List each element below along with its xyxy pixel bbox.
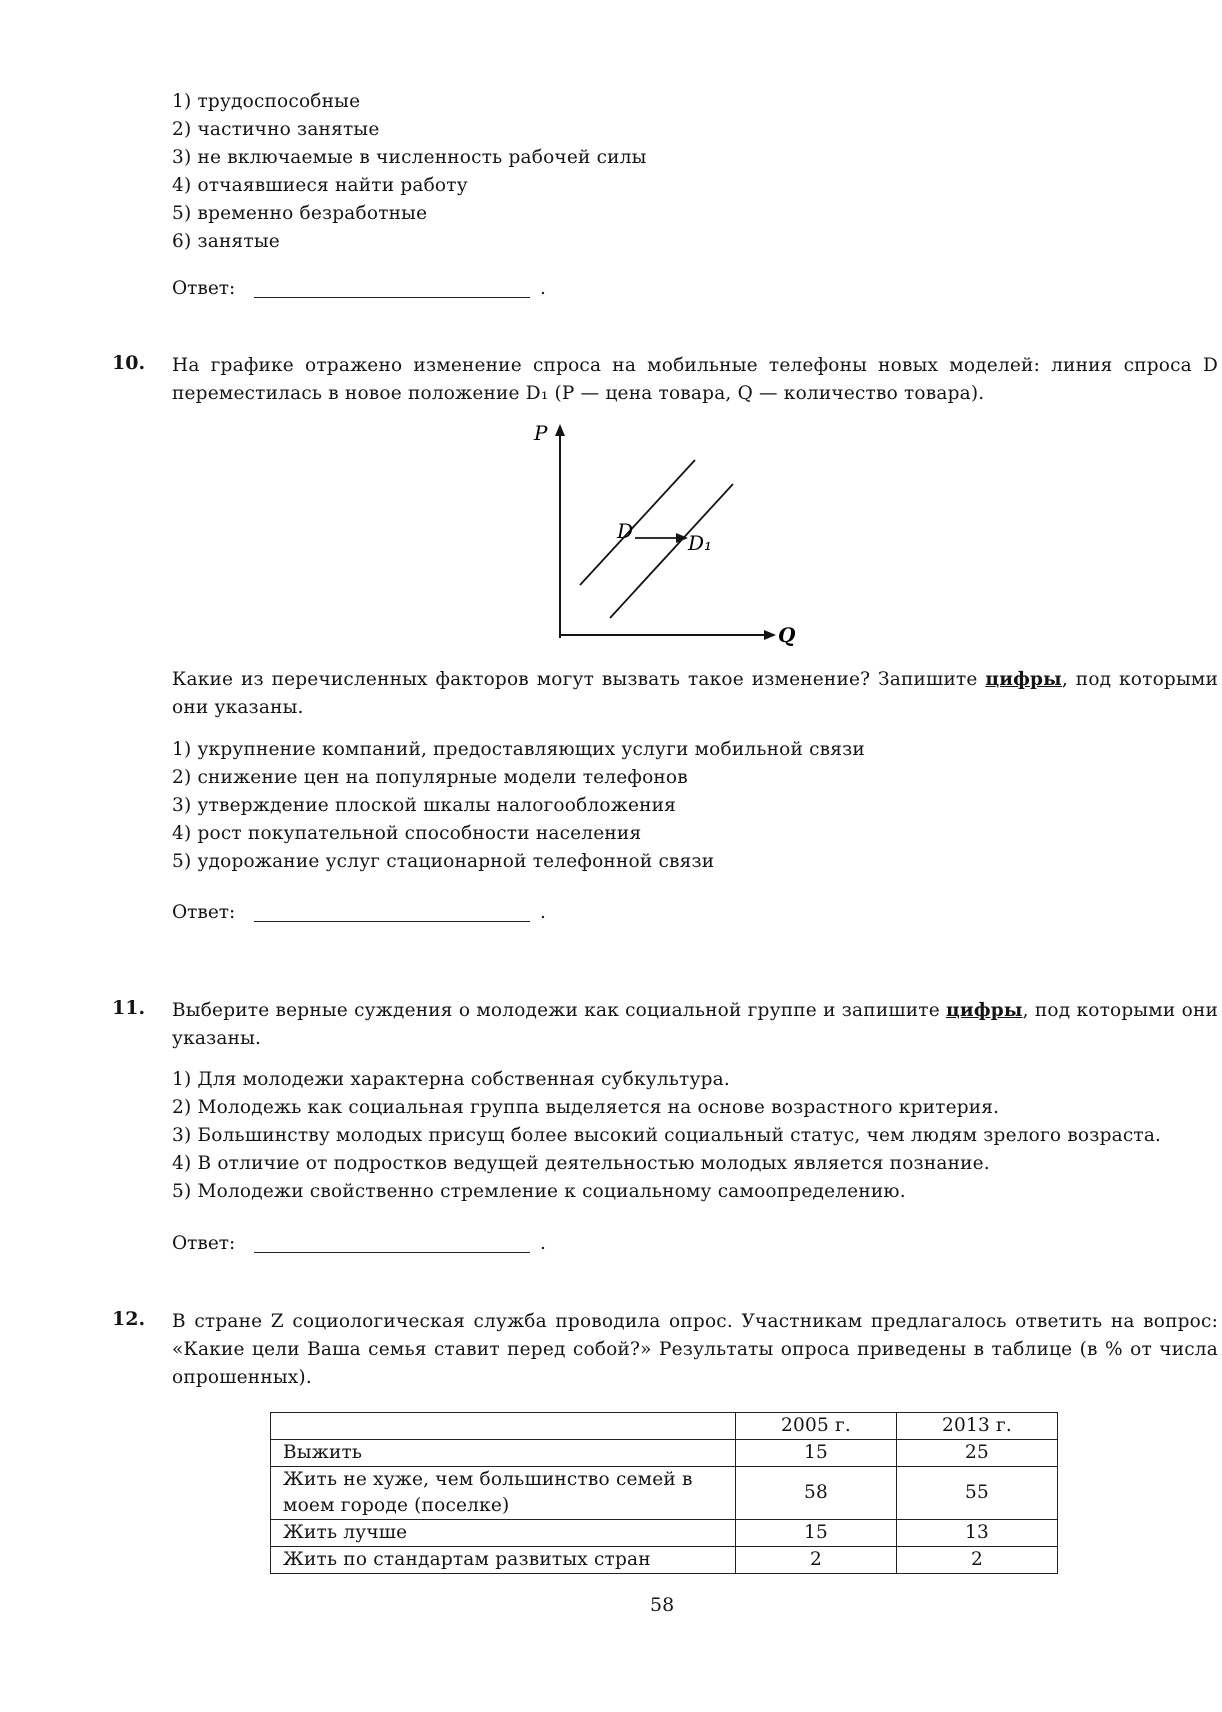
q9-option-3: 3) не включаемые в численность рабочей силы	[172, 147, 647, 168]
table-header-row	[271, 1413, 1058, 1440]
q10-question	[172, 666, 1218, 722]
q10-option-1: 1) укрупнение компаний, предоставляющих услуги мобильной связи	[172, 739, 865, 760]
q9-answer-label: Ответ:	[172, 278, 236, 299]
q10-answer-label: Ответ:	[172, 902, 236, 923]
q12-text: В стране Z социологическая служба проводила опрос. Участникам предлагалось ответить на вопрос: «Какие цели Ваша семья ставит перед собой?» Результаты опроса приведены в таблице (в % от числа опрошенных).	[172, 1311, 1218, 1388]
q9-answer	[172, 275, 546, 303]
q10-question-emphasis: цифры	[985, 669, 1062, 690]
q11-option-4: 4) В отличие от подростков ведущей деятельностью молодых является познание.	[172, 1153, 990, 1174]
q11-options	[172, 1066, 1161, 1206]
q11-text	[172, 997, 1218, 1053]
q11-answer-label: Ответ:	[172, 1233, 236, 1254]
q9-option-1: 1) трудоспособные	[172, 91, 361, 112]
q11-option-5: 5) Молодежи свойственно стремление к социальному самоопределению.	[172, 1181, 906, 1202]
table-row	[271, 1440, 1058, 1467]
table-cell-2005: 2	[736, 1547, 897, 1574]
label-q: Q	[778, 623, 796, 647]
table-cell-2013: 55	[897, 1467, 1058, 1520]
table-cell-2005: 58	[736, 1467, 897, 1520]
q10-option-5: 5) удорожание услуг стационарной телефонной связи	[172, 851, 715, 872]
table-row-label: Жить лучше	[271, 1520, 736, 1547]
q10-answer	[172, 899, 546, 927]
table-cell-2005: 15	[736, 1440, 897, 1467]
q11-answer	[172, 1230, 546, 1258]
q10-options	[172, 736, 865, 876]
table-header-2005: 2005 г.	[736, 1413, 897, 1440]
table-cell-2005: 15	[736, 1520, 897, 1547]
q12-number: 12.	[112, 1308, 146, 1330]
q11-text-part-2: , под которыми они указаны.	[172, 1000, 1219, 1049]
q9-option-6: 6) занятые	[172, 231, 280, 252]
table-header-2013: 2013 г.	[897, 1413, 1058, 1440]
q11-option-1: 1) Для молодежи характерна собственная субкультура.	[172, 1069, 730, 1090]
page-number: 58	[650, 1594, 675, 1616]
survey-table	[270, 1412, 1058, 1574]
q10-option-3: 3) утверждение плоской шкалы налогообложения	[172, 795, 677, 816]
q9-answer-dot: .	[540, 278, 546, 299]
q10-answer-line[interactable]	[254, 921, 530, 922]
q9-answer-line[interactable]	[254, 297, 530, 298]
label-d1: D₁	[688, 531, 713, 555]
q9-option-4: 4) отчаявшиеся найти работу	[172, 175, 468, 196]
table-cell-2013: 13	[897, 1520, 1058, 1547]
q10-number: 10.	[112, 352, 146, 374]
q10-text: На графике отражено изменение спроса на мобильные телефоны новых моделей: линия спроса D переместилась в новое положение D₁ (P — цена товара, Q — количество товара).	[172, 355, 1218, 404]
q11-text-part-1: Выберите верные суждения о молодежи как социальной группе и запишите	[172, 1000, 947, 1021]
q11-option-2: 2) Молодежь как социальная группа выделяется на основе возрастного критерия.	[172, 1097, 1000, 1118]
table-row-label: Жить не хуже, чем большинство семей в моем городе (поселке)	[271, 1467, 736, 1520]
q10-option-2: 2) снижение цен на популярные модели телефонов	[172, 767, 688, 788]
table-row	[271, 1520, 1058, 1547]
table-row	[271, 1547, 1058, 1574]
q9-option-2: 2) частично занятые	[172, 119, 380, 140]
q11-text-emphasis: цифры	[946, 1000, 1023, 1021]
table-header-empty	[271, 1413, 736, 1440]
q9-option-5: 5) временно безработные	[172, 203, 428, 224]
q11-answer-dot: .	[540, 1233, 546, 1254]
q10-question-part-1: Какие из перечисленных факторов могут вызвать такое изменение? Запишите	[172, 669, 986, 690]
q11-option-3: 3) Большинству молодых присущ более высокий социальный статус, чем людям зрелого возраста.	[172, 1125, 1162, 1146]
q11-number: 11.	[112, 997, 146, 1019]
q10-option-4: 4) рост покупательной способности населения	[172, 823, 642, 844]
table-row	[271, 1467, 1058, 1520]
label-p: P	[534, 421, 548, 445]
table-cell-2013: 2	[897, 1547, 1058, 1574]
table-row-label: Жить по стандартам развитых стран	[271, 1547, 736, 1574]
demand-curve-d	[580, 460, 695, 585]
q10-question-part-2: , под которыми они указаны.	[172, 669, 1218, 718]
label-d: D	[617, 519, 634, 543]
q11-answer-line[interactable]	[254, 1252, 530, 1253]
q10-answer-dot: .	[540, 902, 546, 923]
demand-curve-d1	[610, 484, 733, 618]
table-row-label: Выжить	[271, 1440, 736, 1467]
q9-options	[172, 88, 647, 256]
demand-shift-graph	[520, 420, 820, 660]
table-cell-2013: 25	[897, 1440, 1058, 1467]
